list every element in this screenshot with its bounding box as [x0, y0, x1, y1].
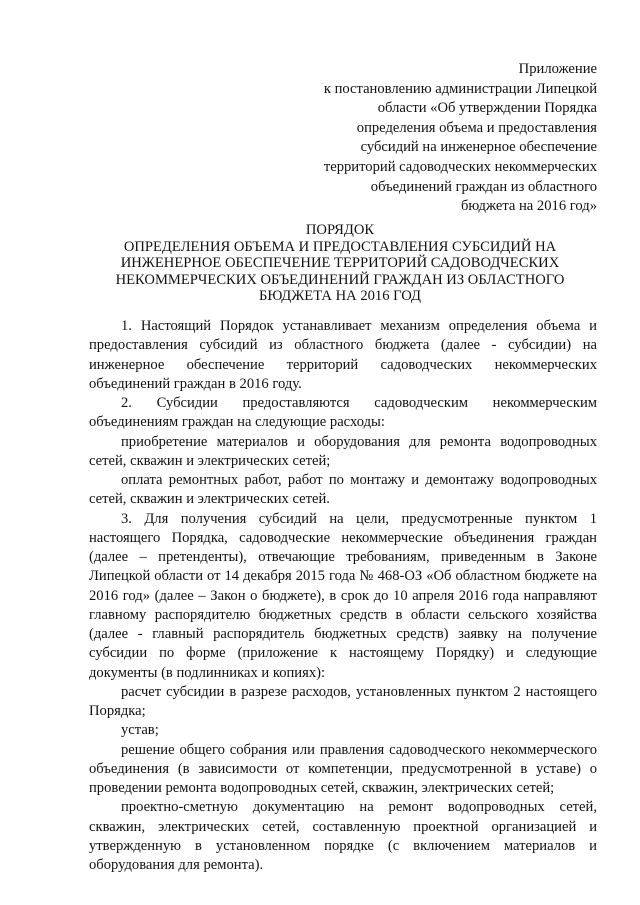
title-line: ОПРЕДЕЛЕНИЯ ОБЪЕМА И ПРЕДОСТАВЛЕНИЯ СУБСИДИЙ НА: [123, 238, 557, 255]
appendix-line: к постановлению администрации Липецкой: [323, 80, 597, 97]
appendix-line: субсидий на инженерное обеспечение: [360, 139, 597, 156]
document-body: [89, 317, 597, 875]
paragraph-3-item-charter: устав;: [121, 722, 159, 739]
paragraph-3-item-decision: решение общего собрания или правления садоводческого некоммерческого объединения (в зависимости от компетенции, предусмотренной в уставе) о проведении ремонта водопроводных сетей, скважин, электрических сетей;: [89, 741, 597, 796]
title-line: ИНЖЕНЕРНОЕ ОБЕСПЕЧЕНИЕ ТЕРРИТОРИЙ САДОВОДЧЕСКИХ: [120, 255, 560, 272]
appendix-header: [277, 60, 597, 217]
paragraph-3-item-calculation: расчет субсидии в разрезе расходов, установленных пунктом 2 настоящего Порядка;: [89, 683, 597, 719]
appendix-line: территорий садоводческих некоммерческих: [323, 158, 597, 175]
title-line: БЮДЖЕТА НА 2016 ГОД: [258, 288, 421, 305]
document-title: [100, 222, 580, 305]
appendix-line: определения объема и предоставления: [356, 119, 597, 136]
paragraph-2-item-works: оплата ремонтных работ, работ по монтажу и демонтажу водопроводных сетей, скважин и электрических сетей.: [89, 472, 597, 508]
appendix-line: Приложение: [518, 61, 597, 77]
paragraph-3: 3. Для получения субсидий на цели, предусмотренные пунктом 1 настоящего Порядка, садоводческие некоммерческие объединения граждан (далее – претенденты), отвечающие требованиям, приведенным в Законе Липецкой области от 14 декабря 2015 года № 468-ОЗ «Об областном бюджете на 2016 год» (далее – Закон о бюджете), в срок до 10 апреля 2016 года направляют главному распорядителю бюджетных средств в области сельского хозяйства (далее - главный распорядитель бюджетных средств) заявку на получение субсидии по форме (приложение к настоящему Порядку) и следующие документы (в подлинниках и копиях):: [89, 510, 597, 681]
paragraph-2: 2. Субсидии предоставляются садоводческим некоммерческим объединениям граждан на следующие расходы:: [89, 395, 597, 431]
paragraph-3-item-design-docs: проектно-сметную документацию на ремонт водопроводных сетей, скважин, электрических сетей, составленную проектной организацией и утвержденную в установленном порядке (с включением материалов и оборудования для ремонта).: [89, 799, 597, 873]
paragraph-2-item-materials: приобретение материалов и оборудования для ремонта водопроводных сетей, скважин и электрических сетей;: [89, 433, 597, 469]
paragraph-1: 1. Настоящий Порядок устанавливает механизм определения объема и предоставления субсидий из областного бюджета (далее - субсидии) на инженерное обеспечение территорий садоводческих некоммерческих объединений граждан в 2016 году.: [89, 318, 597, 392]
title-line: ПОРЯДОК: [305, 222, 375, 238]
appendix-line: области «Об утверждении Порядка: [377, 100, 597, 117]
appendix-line: объединений граждан из областного: [370, 178, 597, 195]
appendix-line: бюджета на 2016 год»: [460, 198, 597, 215]
title-line: НЕКОММЕРЧЕСКИХ ОБЪЕДИНЕНИЙ ГРАЖДАН ИЗ ОБЛАСТНОГО: [115, 271, 565, 288]
